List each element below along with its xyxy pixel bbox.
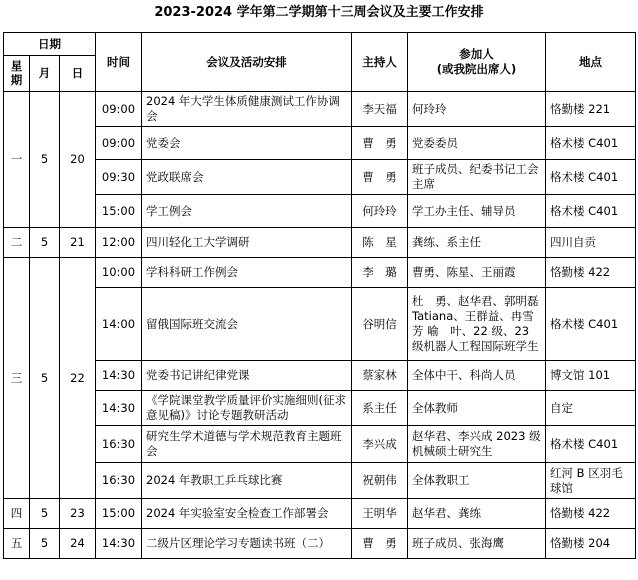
header-attendees-line2: (或我院出席人) [436, 62, 517, 76]
header-date: 日期 [4, 33, 96, 56]
header-attendees-line1: 参加人 [459, 47, 494, 61]
weekday-cell: 二 [4, 228, 30, 258]
day-cell: 24 [60, 529, 96, 559]
attendees-cell: 全体中干、科尚人员 [408, 361, 546, 391]
attendees-cell: 赵华君、李兴成 2023 级机械硕士研究生 [408, 426, 546, 463]
attendees-cell: 党委委员 [408, 127, 546, 160]
table-row [4, 426, 636, 463]
agenda-cell: 2024 年大学生体质健康测试工作协调会 [142, 92, 352, 127]
location-cell: 格术楼 C401 [546, 195, 636, 228]
header-time: 时间 [96, 33, 142, 92]
schedule-table [3, 32, 636, 559]
agenda-cell: 学工例会 [142, 195, 352, 228]
table-row [4, 228, 636, 258]
time-cell: 09:00 [96, 127, 142, 160]
header-attendees [408, 33, 546, 92]
table-header [4, 33, 636, 92]
attendees-cell: 班子成员、张海鹰 [408, 529, 546, 559]
attendees-cell: 全体教职工 [408, 463, 546, 499]
day-cell: 21 [60, 228, 96, 258]
month-cell: 5 [30, 258, 60, 499]
location-cell: 格术楼 C401 [546, 160, 636, 195]
location-cell: 格术楼 C401 [546, 426, 636, 463]
host-cell: 系主任 [352, 391, 408, 426]
agenda-cell: 党委会 [142, 127, 352, 160]
time-cell: 14:30 [96, 361, 142, 391]
time-cell: 16:30 [96, 463, 142, 499]
attendees-cell: 杜 勇、赵华君、郭明磊 Tatiana、王群益、冉雪芳 喻 叶、22 级、23 级机器人工程国际班学生 [408, 288, 546, 361]
table-row [4, 288, 636, 361]
location-cell: 四川自贡 [546, 228, 636, 258]
agenda-cell: 四川轻化工大学调研 [142, 228, 352, 258]
table-row [4, 463, 636, 499]
header-row [4, 33, 636, 56]
location-cell: 红河 B 区羽毛球馆 [546, 463, 636, 499]
time-cell: 09:00 [96, 92, 142, 127]
weekday-cell: 五 [4, 529, 30, 559]
agenda-cell: 留俄国际班交流会 [142, 288, 352, 361]
month-cell: 5 [30, 499, 60, 529]
agenda-cell: 学科科研工作例会 [142, 258, 352, 288]
agenda-cell: 党政联席会 [142, 160, 352, 195]
agenda-cell: 二级片区理论学习专题读书班（二） [142, 529, 352, 559]
host-cell: 蔡家林 [352, 361, 408, 391]
time-cell: 14:30 [96, 529, 142, 559]
header-location: 地点 [546, 33, 636, 92]
time-cell: 15:00 [96, 499, 142, 529]
day-cell: 20 [60, 92, 96, 228]
time-cell: 14:00 [96, 288, 142, 361]
host-cell: 陈 星 [352, 228, 408, 258]
location-cell: 恪勤楼 221 [546, 92, 636, 127]
table-row [4, 127, 636, 160]
day-cell: 23 [60, 499, 96, 529]
weekday-cell: 一 [4, 92, 30, 228]
host-cell: 祝朝伟 [352, 463, 408, 499]
time-cell: 10:00 [96, 258, 142, 288]
agenda-cell: 党委书记讲纪律党课 [142, 361, 352, 391]
host-cell: 曹 勇 [352, 127, 408, 160]
table-row [4, 258, 636, 288]
table-row [4, 499, 636, 529]
time-cell: 15:00 [96, 195, 142, 228]
host-cell: 李 璐 [352, 258, 408, 288]
table-row [4, 391, 636, 426]
location-cell: 博文馆 101 [546, 361, 636, 391]
location-cell: 格术楼 C401 [546, 288, 636, 361]
agenda-cell: 2024 年教职工乒乓球比赛 [142, 463, 352, 499]
attendees-cell: 全体教师 [408, 391, 546, 426]
table-row [4, 529, 636, 559]
location-cell: 恪勤楼 422 [546, 499, 636, 529]
time-cell: 16:30 [96, 426, 142, 463]
location-cell: 格术楼 C401 [546, 127, 636, 160]
attendees-cell: 曹勇、陈星、王丽霞 [408, 258, 546, 288]
month-cell: 5 [30, 92, 60, 228]
table-row [4, 92, 636, 127]
attendees-cell: 龚练、系主任 [408, 228, 546, 258]
host-cell: 曹 勇 [352, 160, 408, 195]
host-cell: 李兴成 [352, 426, 408, 463]
weekday-cell: 四 [4, 499, 30, 529]
header-month: 月 [30, 56, 60, 92]
header-host: 主持人 [352, 33, 408, 92]
attendees-cell: 何玲玲 [408, 92, 546, 127]
host-cell: 何玲玲 [352, 195, 408, 228]
location-cell: 恪勤楼 422 [546, 258, 636, 288]
time-cell: 12:00 [96, 228, 142, 258]
table-body [4, 92, 636, 559]
header-weekday [4, 56, 30, 92]
agenda-cell: 《学院课堂教学质量评价实施细则(征求意见稿)》讨论专题教研活动 [142, 391, 352, 426]
host-cell: 李天福 [352, 92, 408, 127]
attendees-cell: 赵华君、龚练 [408, 499, 546, 529]
host-cell: 谷明信 [352, 288, 408, 361]
header-weekday-text: 星期 [10, 59, 23, 87]
weekday-cell: 三 [4, 258, 30, 499]
location-cell: 恪勤楼 204 [546, 529, 636, 559]
attendees-cell: 学工办主任、辅导员 [408, 195, 546, 228]
month-cell: 5 [30, 529, 60, 559]
table-row [4, 361, 636, 391]
location-cell: 自定 [546, 391, 636, 426]
host-cell: 曹 勇 [352, 529, 408, 559]
time-cell: 14:30 [96, 391, 142, 426]
table-row [4, 195, 636, 228]
header-day: 日 [60, 56, 96, 92]
header-agenda: 会议及活动安排 [142, 33, 352, 92]
attendees-cell: 班子成员、纪委书记工会主席 [408, 160, 546, 195]
page-title: 2023-2024 学年第二学期第十三周会议及主要工作安排 [154, 5, 484, 20]
time-cell: 09:30 [96, 160, 142, 195]
table-row [4, 160, 636, 195]
day-cell: 22 [60, 258, 96, 499]
month-cell: 5 [30, 228, 60, 258]
agenda-cell: 研究生学术道德与学术规范教育主题班会 [142, 426, 352, 463]
host-cell: 王明华 [352, 499, 408, 529]
agenda-cell: 2024 年实验室安全检查工作部署会 [142, 499, 352, 529]
